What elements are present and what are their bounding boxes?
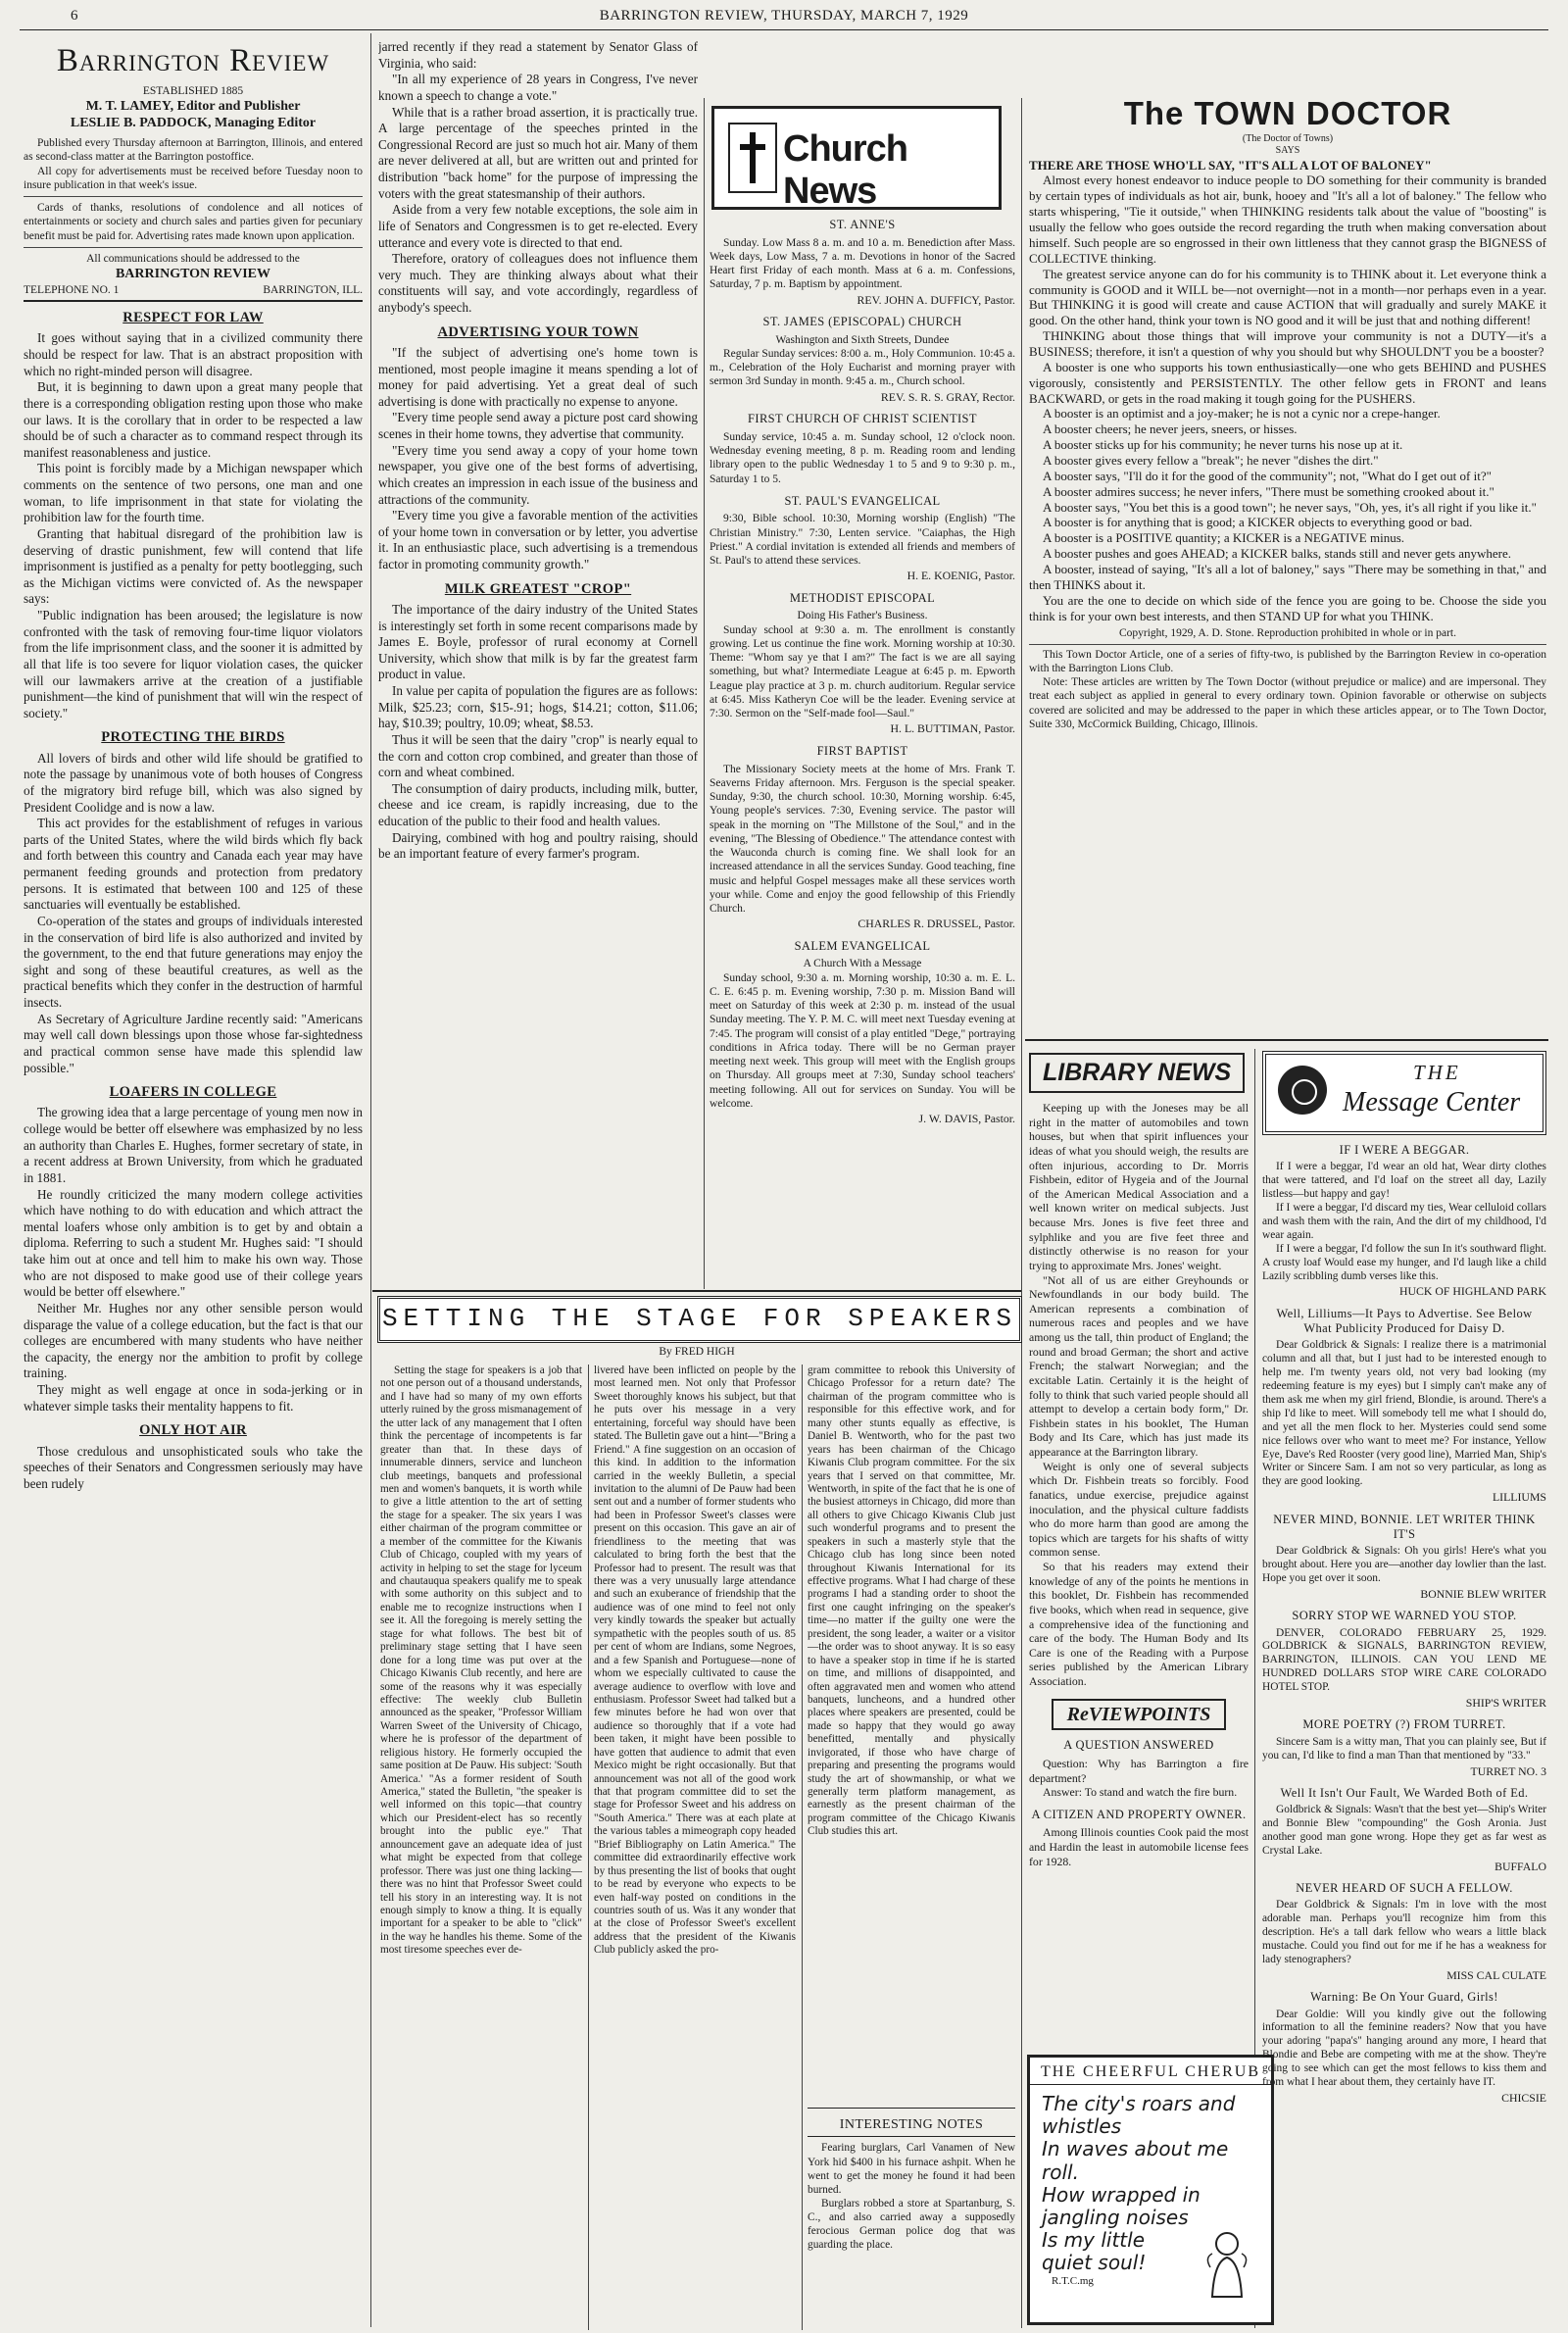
editorial-column (24, 39, 363, 2328)
church-news-title: Church News (783, 128, 907, 212)
respect-paragraph: Granting that habitual disregard of the prohibition law is deserving of drastic punishment, few will contend that life imprisonment is justified as a penalty for petty bootlegging, such as the Michigan victims were convicted of. As the newspaper says: (24, 525, 363, 607)
church-name: SALEM EVANGELICAL (794, 938, 931, 953)
milk-paragraph: The consumption of dairy products, including milk, butter, cheese and ice cream, is rapidly increasing, due to the education of the public to their food and health values. (378, 780, 698, 829)
question-heading: A QUESTION ANSWERED (1063, 1738, 1214, 1753)
pastor-signature: CHARLES R. DRUSSEL, Pastor. (858, 917, 1015, 931)
advertising-paragraph: "Every time you send away a copy of your home town newspaper, you give one of the best forms of advertising, which creates an impression in each issue of the business and attractions of the community. (378, 442, 698, 507)
advertising-paragraph: "If the subject of advertising one's home town is mentioned, most people imagine it means spending a lot of money for paid advertising. Yet a great deal of such advertising is done with practically no expense to anyone. (378, 344, 698, 409)
church-news-header (711, 106, 1002, 210)
loafers-paragraph: The growing idea that a large percentage of young men now in college would be better off elsewhere was emphasized by no less an authority than Charles E. Hughes, former secretary of state, in a recent address at Brown University, from which he graduated in 1881. (24, 1105, 363, 1185)
cherub-title: THE CHEERFUL CHERUB (1030, 2063, 1271, 2085)
church-body: Sunday service, 10:45 a. m. Sunday school, 12 o'clock noon. Wednesday evening meeting, 8 p. m. Reading room and lending library open to the public Wednesday 1 to 5 and 9 to 9:30 p. m., Saturday 1 to 5. (710, 430, 1015, 485)
respect-title: RESPECT FOR LAW (122, 310, 264, 326)
page-header (20, 6, 1548, 30)
column-rule (704, 98, 705, 1289)
town-doctor-says: SAYS (1275, 145, 1300, 157)
milk-paragraph: Thus it will be seen that the dairy "crop" is nearly equal to the corn and cotton crop combined, and greater than those of corn and wheat combined. (378, 731, 698, 780)
town-doctor-paragraph: A booster gives every fellow a "break"; he never "dishes the dirt." (1043, 452, 1379, 468)
hotair-paragraph: Those credulous and unsophisticated souls who take the speeches of their Senators and Congressmen seriously may have been rudely (24, 1443, 363, 1491)
advertising-title: ADVERTISING YOUR TOWN (437, 323, 639, 340)
note-paragraph: Burglars robbed a store at Spartanburg, S. C., and also carried away a supposedly ferocious German police dog that was guarding the place. (808, 2197, 1015, 2252)
library-paragraph: Keeping up with the Joneses may be all right in the matter of automobiles and town houses, but when that spirit influences your ideas of what you should weigh, the results are often injurious, according to Dr. Morris Fishbein, editor of Hygeia and of the Journal of the American Medical Association and a well known writer on medical subjects. Just because Mrs. Jones is five feet three and sylphlike and you are five feet three and distinctly otherwise is no reason for your trying to approximate Mrs. Jones' weight. (1029, 1101, 1249, 1272)
loafers-title: LOAFERS IN COLLEGE (109, 1084, 277, 1101)
town-doctor-paragraph: A booster, instead of saying, "It's all a lot of baloney," says "There may be something in that," and then THINKS about it. (1029, 561, 1546, 592)
speakers-byline: By FRED HIGH (659, 1346, 735, 1358)
citizen-body: Among Illinois counties Cook paid the most and Hardin the least in automobile license fees for 1928. (1029, 1825, 1249, 1868)
speakers-banner: SETTING THE STAGE FOR SPEAKERS (377, 1296, 1022, 1343)
copyright: Copyright, 1929, A. D. Stone. Reproduction prohibited in whole or in part. (1118, 627, 1456, 640)
note-paragraph: Fearing burglars, Carl Vanamen of New York hid $400 in his furnace ashpit. When he went to get the money he found it had been burned. (808, 2142, 1015, 2196)
city: BARRINGTON, ILL. (263, 283, 363, 296)
message-center-header (1262, 1051, 1546, 1135)
cherub-figure-icon (1200, 2228, 1253, 2299)
reviewpoints-header (1029, 1699, 1249, 1731)
editor-line: M. T. LAMEY, Editor and Publisher (85, 98, 301, 114)
letter-body: If I were a beggar, I'd follow the sun In it's southward flight. A crusty loaf Would ease my hunger, and I'd laugh like a child Lazily scribbling dumb verses like this. (1262, 1242, 1546, 1282)
seal-icon (1278, 1066, 1327, 1115)
church-body: The Missionary Society meets at the home of Mrs. Frank T. Seaverns Friday afternoon. Mrs. Ferguson is the special speaker. Sunday, 9:30, the church school. 10:30, Morning worship. 6:45, Young people's services. 7:30, Evening service. The pastor will speak in the morning on "The Millstone of the Soul," and in the evening, "The Blessing of Obedience." The attendance contest with the Wauconda church is coming fine. We shall look for an increased attendance in all the services Sunday. Good teaching, fine music and helpful Gospel messages make all these services worth your while. Come and enjoy the good fellowship of this Friendly Church. (710, 763, 1015, 915)
church-body: 9:30, Bible school. 10:30, Morning worship (English) "The Christian Ministry." 7:30, Lenten service. "Caiaphas, the High Priest." A cordial invitation is extended all friends and members of St. Paul's to attend these services. (710, 513, 1015, 567)
milk-paragraph: In value per capita of population the figures are as follows: Milk, $25.23; corn, $15-.91; hogs, $14.21; cotton, $11.06; hay, $10.39; poultry, 10.09; wheat, $8.53. (378, 683, 698, 731)
town-doctor-lead: THERE ARE THOSE WHO'LL SAY, "IT'S ALL A LOT OF BALONEY" (1029, 157, 1432, 173)
respect-paragraph: But, it is beginning to dawn upon a great many people that there is a corresponding obligation resting upon those who make our laws. It is the corollary that in order to be respected a law should be of such a character as to command respect through its manifest reasonableness and justice. (24, 379, 363, 460)
library-paragraph: Weight is only one of several subjects which Dr. Fishbein treats so forcibly. Food fanatics, undue exercise, prejudice against inoculation, and the physical culture faddists who do more harm than good are among the topics which are targets for his shafts of witty common sense. (1029, 1459, 1249, 1560)
town-doctor-paragraph: A booster pushes and goes AHEAD; a KICKER balks, stands still and never gets anywhere. (1043, 546, 1512, 562)
letter-heading: IF I WERE A BEGGAR. (1339, 1143, 1470, 1157)
poem-line: quiet soul! (1042, 2251, 1147, 2275)
town-doctor-paragraph: A booster says, "I'll do it for the good of the community"; not, "What do I get out of it?" (1043, 468, 1492, 483)
milk-paragraph: Dairying, combined with hog and poultry raising, should be an important feature of every farmer's program. (378, 829, 698, 862)
address-note: All communications should be addressed to the (86, 252, 300, 265)
hotair-continued: jarred recently if they read a statement by Senator Glass of Virginia, who said: (378, 39, 698, 71)
birds-paragraph: As Secretary of Agriculture Jardine recently said: "Americans may well call down blessings upon those whose far-sightedness and practical common sense have made this splendid law possible." (24, 1011, 363, 1075)
speakers-text: livered have been inflicted on people by the most learned men. Not only that Professor Sweet thoroughly knows his subject, but that he puts over his message in a very entertaining, forceful way should have been stated. The Bulletin gave out a hint—"Bring a Friend." A fine suggestion on an occasion of this kind. In addition to the information carried in the weekly Bulletin, a special invitation to the alumni of De Pauw had been sent out and a number of former students who had been in Professor Sweet's classes were present on this occasion. This gave an air of friendliness to the meeting that was calculated to bring forth the best that the Professor had to present. The result was that there was a very unusually large attendance and such an exuberance of friendship that the audience was of one mind to feel not only very kindly towards the speaker but actually sympathetic with the peoples south of us. 85 per cent of whom are Indians, some Negroes, and a few Spanish and Portuguese—none of whom we especially cultivated to cause the average audience to overflow with love and enthusiasm. Professor Sweet had talked but a few minutes before he had won over that audience so thoroughly that if a vote had been taken, it might have been possible to have gotten that audience to admit that even Mexico might be right occasionally. But that announcement was not all of the good work that that program committee did to set the stage for Professor Sweet and his address on "South America." There was at each plate at the various tables a mimeograph copy headed "Brief Bibliography on Latin America." The committee did extraordinarily effective work by thus presenting the list of books that ought to be read by everyone who expects to be even half-way posted on conditions in the countries south of us. Was it any wonder that at the close of Professor Sweet's excellent address that the president of the Kiwanis Club publicly asked the pro- (594, 1365, 796, 1957)
birds-title: PROTECTING THE BIRDS (101, 729, 285, 746)
letter-heading: NEVER HEARD OF SUCH A FELLOW. (1296, 1881, 1513, 1896)
church-name: METHODIST EPISCOPAL (789, 590, 936, 605)
letter-signature: SHIP'S WRITER (1465, 1696, 1546, 1711)
letter-signature: TURRET NO. 3 (1470, 1763, 1546, 1778)
church-name: ST. PAUL'S EVANGELICAL (784, 493, 941, 508)
letter-body: Goldbrick & Signals: Wasn't that the best yet—Ship's Writer and Bonnie Blew "compounding" the Gosh Aronia. Just another good man gone wrong. Hope they get as far west as Crystal Lake. (1262, 1804, 1546, 1857)
hotair-paragraph: Therefore, oratory of colleagues does not influence them very much. They are thinking always about what their constituents will say, and vote accordingly, regardless of anybody's speech. (378, 251, 698, 315)
town-doctor-paragraph: A booster admires success; he never infers, "There must be something crooked about it." (1043, 483, 1494, 499)
letter-signature: BONNIE BLEW WRITER (1420, 1586, 1546, 1601)
town-doctor-article (1029, 94, 1546, 1035)
managing-editor-line: LESLIE B. PADDOCK, Managing Editor (70, 116, 317, 131)
speakers-column-2 (594, 1365, 796, 2330)
church-body: Sunday. Low Mass 8 a. m. and 10 a. m. Benediction after Mass. Week days, Low Mass, 7 a. m. Devotions in honor of the Sacred Heart first Friday of each month. Mass at 6 a. m. Confessions, Saturday, 7 p. m. Baptism by appointment. (710, 236, 1015, 291)
advertising-paragraph: "Every time people send away a picture post card showing scenes in their home towns, they advertise that community. (378, 410, 698, 442)
milk-paragraph: The importance of the dairy industry of the United States is interestingly set forth in some recent comparisons made by James E. Boyle, professor of rural economy at Cornell University, which show that milk is by far the greatest farm product in value. (378, 601, 698, 682)
letter-body: Dear Goldbrick & Signals: I realize there is a matrimonial column and all that, but I just had to be interested enough to help me. I'm twenty years old, not very bad looking (my redeeming feature is my eyes) but I simply can't make any of them ask me when my girl friend, Blondie, is around. There's a ship I'd like to meet. Will somebody tell me what I should do, and yet all the men flock to her. Mysteries could send some nice fellows over who want to meet me? For instance, Yellow Eye, Dave's Red Rooster (very good line), Married Man, Ship's Writer or Sincere Sam. I am not so very particular, as long as they are good looking. (1262, 1339, 1546, 1488)
pastor-signature: H. L. BUTTIMAN, Pastor. (890, 721, 1015, 736)
pastor-signature: REV. S. R. S. GRAY, Rector. (880, 389, 1015, 404)
letter-body: Dear Goldbrick & Signals: Oh you girls! Here's what you brought about. Here you are—another day lowlier than the last. Hope you get over it soon. (1262, 1545, 1546, 1584)
message-center-column (1262, 1051, 1546, 2330)
letter-body: Sincere Sam is a witty man, That you can plainly see, But if you can, I'd like to find a man Than that mentioned by "33." (1262, 1735, 1546, 1762)
message-center-title-top: THE (1413, 1061, 1461, 1084)
library-paragraph: So that his readers may extend their knowledge of any of the points he mentions in this booklet, Dr. Fishbein has recommended five books, which when read in sequence, give a comprehensive idea of the functioning and care of the body. The Human Body and Its Care is one of the Reading with a Purpose series published by the American Library Association. (1029, 1560, 1249, 1688)
speakers-column-3 (808, 1365, 1015, 2100)
town-doctor-paragraph: Almost every honest endeavor to induce people to DO something for their community is branded by certain types of individuals as hot air, bunk, hooey and "It's all a lot of baloney." The fellow who starts whispering, "Tie it outside," when THINKING residents talk about the value of "boosting" is usually the fellow who goes outside the record regarding the truth when making conversation about himself. Such people are so engrossed in their own littleness that they cannot grasp the BIGNESS of COLLECTIVE thinking. (1029, 173, 1546, 266)
speakers-text: Setting the stage for speakers is a job that not one person out of a thousand understands, and I have had so many of my own efforts utterly ruined by the gross mismanagement of the utter lack of any management that I often think the percentage of incompetents is far greater than that. In these days of innumerable dinners, service and luncheon club meetings, banquets and professional men and women's banquets, it is worth while to give a little attention to the art of setting the stage for a speaker. The six years I was either chairman of the program committee or a member of the committee for the Kiwanis Club of Chicago, coupled with my years of activity in helping to set the stage for lyceum and chautauqua speakers qualify me to speak with some authority on this subject and to enable me to recognize instructions when I see it. All the foregoing is merely setting the stage for what follows. The best bit of preliminary stage setting that I have seen done for a long time was put over at the Chicago Kiwanis Club recently, and here are some of the reasons why it was especially effective: The weekly club Bulletin announced as the speaker, "Professor William Warren Sweet of the University of Chicago, where he is professor of the department of religious history. He formerly occupied the same position at De Pauw. His subject: 'South America.' "As a former resident of South America," stated the Bulletin, "the speaker is well informed on this topic—that country which our President-elect has so recently brought into the public eye." That announcement gave an adequate idea of just what might be expected from that college professor. There was just one thing lacking—there was no hint that Professor Sweet could tell his story in an interesting way. It is not enough simply to know a thing. It is equally important for a speaker to be able to "click" in the way he handles his theme. Some of the most tiresome speeches ever de- (380, 1365, 582, 1957)
citizen-heading: A CITIZEN AND PROPERTY OWNER. (1031, 1807, 1247, 1821)
letter-body: If I were a beggar, I'd discard my ties, Wear celluloid collars and wash them with the rain, And the dirt of my childhood, I'd wear again. (1262, 1201, 1546, 1241)
church-body: Regular Sunday services: 8:00 a. m., Holy Communion. 10:45 a. m., Celebration of the Holy Eucharist and morning prayer with sermon 3rd Sunday in month. 9:45 a. m., Church school. (710, 347, 1015, 388)
birds-paragraph: Co-operation of the states and groups of individuals interested in the conservation of bird life is also authorized and invited by the government, to the end that future generations may enjoy the sight and song of these beautiful creatures, as well as the practical benefits which they confer in the destruction of harmful insects. (24, 913, 363, 1011)
church-name: FIRST CHURCH OF CHRIST SCIENTIST (748, 412, 977, 426)
church-subtitle: A Church With a Message (803, 958, 922, 970)
letter-body: DENVER, COLORADO FEBRUARY 25, 1929. GOLDBRICK & SIGNALS, BARRINGTON REVIEW, BARRINGTON, ILLINOIS. CAN YOU LEND ME HUNDRED DOLLARS STOP WIRE CARE COLORADO HOTEL STOP. (1262, 1626, 1546, 1694)
hotair-title: ONLY HOT AIR (139, 1422, 247, 1439)
library-column (1029, 1051, 1249, 2051)
library-title: LIBRARY NEWS (1029, 1053, 1245, 1093)
question: Question: Why has Barrington a fire department? (1029, 1756, 1249, 1785)
series-note: This Town Doctor Article, one of a series of fifty-two, is published by the Barrington Review in co-operation with the Barrington Lions Club. (1029, 648, 1546, 674)
poem-line: jangling noises (1042, 2205, 1189, 2229)
message-center-title: Message Center (1343, 1087, 1521, 1117)
letter-body: If I were a beggar, I'd wear an old hat, Wear dirty clothes that were tattered, and I'd loaf on the street all day, Lazily listless—but happy and gay! (1262, 1161, 1546, 1201)
church-body: Sunday school at 9:30 a. m. The enrollment is constantly growing. Let us continue the fine work. Morning worship at 10:30. Theme: "Whom say ye that I am?" The fact is we are all saying something, but what? Intermediate League at 6:45 p. m. Epworth League play practice at 3 p. m. church auditorium. Regular service at 6:45. Miss Katheryn Coe will be the leader. Evening service at 7:30. Sermon on the "Self-made fool—Saul." (710, 623, 1015, 720)
letter-signature: MISS CAL CULATE (1446, 1967, 1546, 1982)
publish-note: Published every Thursday afternoon at Barrington, Illinois, and entered as second-class matter at the Barrington postoffice. (24, 137, 363, 164)
milk-title: MILK GREATEST "CROP" (444, 580, 632, 597)
town-doctor-paragraph: A booster cheers; he never jeers, sneers, or hisses. (1043, 422, 1298, 437)
poem-line: The city's roars and (1042, 2092, 1236, 2115)
letter-signature: CHICSIE (1501, 2091, 1546, 2106)
letter-heading: NEVER MIND, BONNIE. LET WRITER THINK IT'S (1273, 1512, 1536, 1541)
birds-paragraph: All lovers of birds and other wild life should be gratified to note the passage by unanimous vote of both houses of Congress of the migratory bird refuge bill, which was also signed by President Coolidge and is now a law. (24, 750, 363, 815)
cards-note: Cards of thanks, resolutions of condolence and all notices of entertainments or society and church sales and parties given for pecuniary benefit must be paid for. Advertising rates made known upon application. (24, 202, 363, 242)
town-doctor-paragraph: A booster sticks up for his community; he never turns his nose up at it. (1043, 437, 1403, 453)
church-name: ST. JAMES (EPISCOPAL) CHURCH (762, 315, 962, 329)
pastor-signature: J. W. DAVIS, Pastor. (918, 1112, 1015, 1126)
address-name: BARRINGTON REVIEW (115, 267, 271, 282)
library-paragraph: "Not all of us are either Greyhounds or Newfoundlands in our body build. The American represents a combination of numerous races and peoples and we have among us the tall, thin product of England; the round and broad German; the short and active French; the stalwart Norwegian; and the excitable Latin. Certainly it is the height of folly to think that such varied people should all attempt to develop a certain body form," Dr. Fishbein states in his booklet, The Human Body and Its Care, which has just made its appearance at the Barrington library. (1029, 1272, 1249, 1459)
letter-signature: LILLIUMS (1492, 1490, 1546, 1505)
loafers-paragraph: He roundly criticized the many modern college activities which have nothing to do with education and which attract the mental loafers whose only ambition is to get by and obtain a diploma. Referring to such a student Mr. Hughes said: "I should take him out at once and tell him to make his own way. Those who are not disposed to make good use of their college years would be better off elsewhere." (24, 1186, 363, 1300)
town-doctor-paragraph: A booster is a POSITIVE quantity; a KICKER is a NEGATIVE minus. (1043, 530, 1405, 546)
cherub-signature: R.T.C.mg (1052, 2274, 1094, 2287)
church-body: Sunday school, 9:30 a. m. Morning worship, 10:30 a. m. E. L. C. E. 6:45 p. m. Evening worship, 7:30 p. m. Mission Band will meet on Saturday of this week at 2:30 p. m. instead of the usual Sunday meeting. The Y. P. M. C. will meet next Tuesday evening at 7:45. The program will consist of a play entitled "Dege," portraying conditions in Africa today. There will be no German prayer meeting next week. This group will meet with the English groups on Thursday. All groups meet at 7:30, Sunday school teachers' meeting following. All out for services on Sunday. You will be welcome. (710, 971, 1015, 1110)
column-rule (802, 1365, 803, 2330)
pastor-signature: REV. JOHN A. DUFFICY, Pastor. (857, 292, 1015, 307)
cross-icon (728, 123, 777, 193)
town-doctor-title: The TOWN DOCTOR (1123, 95, 1452, 131)
town-doctor-paragraph: THINKING about those things that will improve your community is not a DUTY—it's a BUSINESS; therefore, it isn't a question of why you should but why SHOULDN'T you be a booster? (1029, 328, 1546, 359)
dateline: BARRINGTON REVIEW, THURSDAY, MARCH 7, 1929 (599, 8, 969, 24)
poem-line: whistles (1042, 2114, 1122, 2139)
loafers-paragraph: Neither Mr. Hughes nor any other sensible person would disparage the value of a college education, but the fact is that our colleges are encumbered with many students who have neither the capacity, the energy nor the ambition to profit by college training. (24, 1300, 363, 1381)
library-header (1029, 1053, 1249, 1093)
cheerful-cherub-box (1027, 2055, 1274, 2325)
answer: Answer: To stand and watch the fire burn. (1043, 1785, 1238, 1800)
telephone: TELEPHONE NO. 1 (24, 283, 120, 296)
copy-note: All copy for advertisements must be received before Tuesday noon to insure publication in that week's issue. (24, 165, 363, 191)
interesting-notes (808, 2108, 1015, 2328)
birds-paragraph: This act provides for the establishment of refuges in various parts of the United States, where the wild birds which fly back and forth between this country and Canada each year may have permanent feeding grounds and protection from predatory persons. It is estimated that between 100 and 125 of these sanctuaries will eventually be established. (24, 816, 363, 913)
poem-line: Is my little (1042, 2228, 1146, 2253)
reviewpoints-title: ReVIEWPOINTS (1052, 1699, 1227, 1731)
town-doctor-paragraph: A booster is for anything that is good; a KICKER objects to everything good or bad. (1043, 515, 1473, 530)
page-number: 6 (71, 8, 78, 24)
town-doctor-paragraph: The greatest service anyone can do for his community is to THINK about it. Let everyone think a community is GOOD and it WILL be—not overnight—not in a month—nor perhaps even in a year. But THINKING it is good will create and cause ACTION that will gradually and surely MAKE it good. On the other hand, think your town is NO good and it will be just that and nothing different! (1029, 266, 1546, 328)
letter-signature: BUFFALO (1494, 1859, 1546, 1873)
hotair-paragraph: While that is a rather broad assertion, it is practically true. A large percentage of the speeches printed in the Congressional Record are just so much hot air. Many of them are never delivered at all, but are written out and printed for distribution "back home" for the purpose of impressing the voters with the great statesmanship of their authors. (378, 104, 698, 201)
hotair-paragraph: Aside from a very few notable exceptions, the sole aim in life of Senators and Congressmen is to get re-elected. Every utterance and every vote is directed to that end. (378, 202, 698, 250)
respect-paragraph: This point is forcibly made by a Michigan newspaper which comments on the sentence of two persons, one man and one woman, to life imprisonment in that state for violating the prohibition law for the fourth time. (24, 461, 363, 525)
letter-body: Dear Goldbrick & Signals: I'm in love with the most adorable man. Perhaps you'll recognize him from this description. He's a tall dark fellow who wears a little black mustache. Could you find out for me if he has a weakness for lady stenographers? (1262, 1899, 1546, 1966)
respect-paragraph: "Public indignation has been aroused; the legislature is now confronted with the task of removing four-time liquor violators from the life imprisonment class, and the sooner it is admitted by all that life is too severe for liquor violation cases, the quicker will our lawmakers arrive at the creation of a justifiable punishment—the kind of punishment that will win the respect of society." (24, 608, 363, 720)
letter-heading: MORE POETRY (?) FROM TURRET. (1302, 1717, 1506, 1732)
poem-line: roll. (1042, 2159, 1079, 2184)
letter-heading: Well, Lilliums—It Pays to Advertise. See Below What Publicity Produced for Daisy D. (1276, 1306, 1533, 1336)
letter-body: Dear Goldie: Will you kindly give out the following information to all the feminine readers? Now that you have your adoring "papa's" hanging around any more, I heard that Blondie and Bebe are competing with me at the show. They're going to see which can get the most fellows to kiss them and from what I hear about them, they certainly have IT. (1262, 2008, 1546, 2089)
church-column (710, 210, 1015, 1288)
section-divider (372, 1290, 1021, 1292)
letter-heading: SORRY STOP WE WARNED YOU STOP. (1292, 1609, 1517, 1623)
interesting-notes-title: INTERESTING NOTES (839, 2117, 984, 2132)
masthead-title: Barrington Review (56, 43, 330, 78)
pastor-signature: H. E. KOENIG, Pastor. (906, 569, 1015, 583)
loafers-paragraph: They might as well engage at once in soda-jerking or in whatever simple tasks their mentality happens to fit. (24, 1382, 363, 1414)
church-address: Washington and Sixth Streets, Dundee (775, 333, 950, 346)
letter-heading: Warning: Be On Your Guard, Girls! (1310, 1990, 1498, 2005)
poem-line: In waves about me (1042, 2137, 1229, 2161)
contact-line (24, 283, 363, 302)
editorial-note: Note: These articles are written by The Town Doctor (without prejudice or malice) and are impersonal. They treat each subject as applied in general to every ordinary town. Opinion favorable or otherwise on subjects covered are solicited and may be addressed to the paper in which these articles appear, or to The Town Doctor, Suite 330, McCormick Building, Chicago, Illinois. (1029, 676, 1546, 730)
editorial-column-2 (378, 39, 698, 1289)
letter-heading: Well It Isn't Our Fault, We Warded Both of Ed. (1280, 1785, 1529, 1800)
church-name: ST. ANNE'S (829, 218, 896, 231)
letter-signature: HUCK OF HIGHLAND PARK (1399, 1284, 1546, 1299)
town-doctor-paragraph: A booster says, "You bet this is a good town"; he never says, "Oh, yes, it's all right if you like it." (1043, 499, 1537, 515)
column-rule (370, 33, 371, 2327)
column-rule (1021, 98, 1022, 2328)
town-doctor-header (1029, 94, 1546, 158)
speakers-column-1 (380, 1365, 582, 2330)
section-divider (1025, 1039, 1548, 1041)
hotair-paragraph: "In all my experience of 28 years in Congress, I've never known a speech to change a vote." (378, 72, 698, 103)
advertising-paragraph: "Every time you give a favorable mention of the activities of your home town in conversation or by letter, you advertise it. In an enthusiastic place, such advertising is a tremendous factor in promoting community growth." (378, 508, 698, 572)
poem-line: How wrapped in (1042, 2182, 1200, 2207)
column-rule (588, 1365, 589, 2330)
town-doctor-paragraph: A booster is one who supports his town enthusiastically—one who gets BEHIND and PUSHES vigorously, consistently and PERSISTENTLY. The other fellow gets in FRONT and leans BACKWARD, or gets in the road making it tough going for the PUSHERS. (1029, 359, 1546, 406)
speakers-text: gram committee to rebook this University of Chicago Professor for a return date? The chairman of the program committee who is responsible for this effective work, and for many other stunts equally as effective, is Daniel B. Wentworth, who for the past two years has been chairman of the Chicago Kiwanis Club program committee. For the six years that I served on that committee, Mr. Wentworth, in spite of the fact that he is one of the busiest attorneys in Chicago, did more than all others to give Chicago Kiwanis Club just such wonderful programs and to present the speakers in such a masterly style that the Chicago club has long since been noted throughout Kiwanis International for its effective programs. What I had charge of these programs I had a standing order to shoot the first one caught infringing on the speaker's time—no matter if the guilty one were the president, the song leader, a waiter or a visitor—the order was to shoot anyway. It is so easy to have a speaker stop in time if he is started on time, and millions of disappointed, and often aggravated men and women who attend banquets, luncheons, and a hundred other places where speakers are presented, could be made so happy that they would go away benefitted, mentally and physically invigorated, if those who have charge of preparing and presenting the programs would study the art of showmanship, or what we generally term platform management, as earnestly as the present chairman of the program committee of the Chicago Kiwanis Club studies this art. (808, 1365, 1015, 1838)
established: ESTABLISHED 1885 (142, 84, 244, 97)
town-doctor-paragraph: A booster is an optimist and a joy-maker; he is not a cynic nor a crepe-hanger. (1043, 406, 1441, 422)
town-doctor-subtitle: (The Doctor of Towns) (1242, 133, 1334, 145)
respect-paragraph: It goes without saying that in a civilized community there should be respect for law. That is an abstract proposition with which no right-minded person will disagree. (24, 330, 363, 378)
town-doctor-paragraph: You are the one to decide on which side of the fence you are going to be. Choose the side you think is for your own best interests, and then STAND UP for what you THINK. (1029, 592, 1546, 623)
church-subtitle: Doing His Father's Business. (797, 610, 928, 622)
church-name: FIRST BAPTIST (816, 744, 908, 758)
